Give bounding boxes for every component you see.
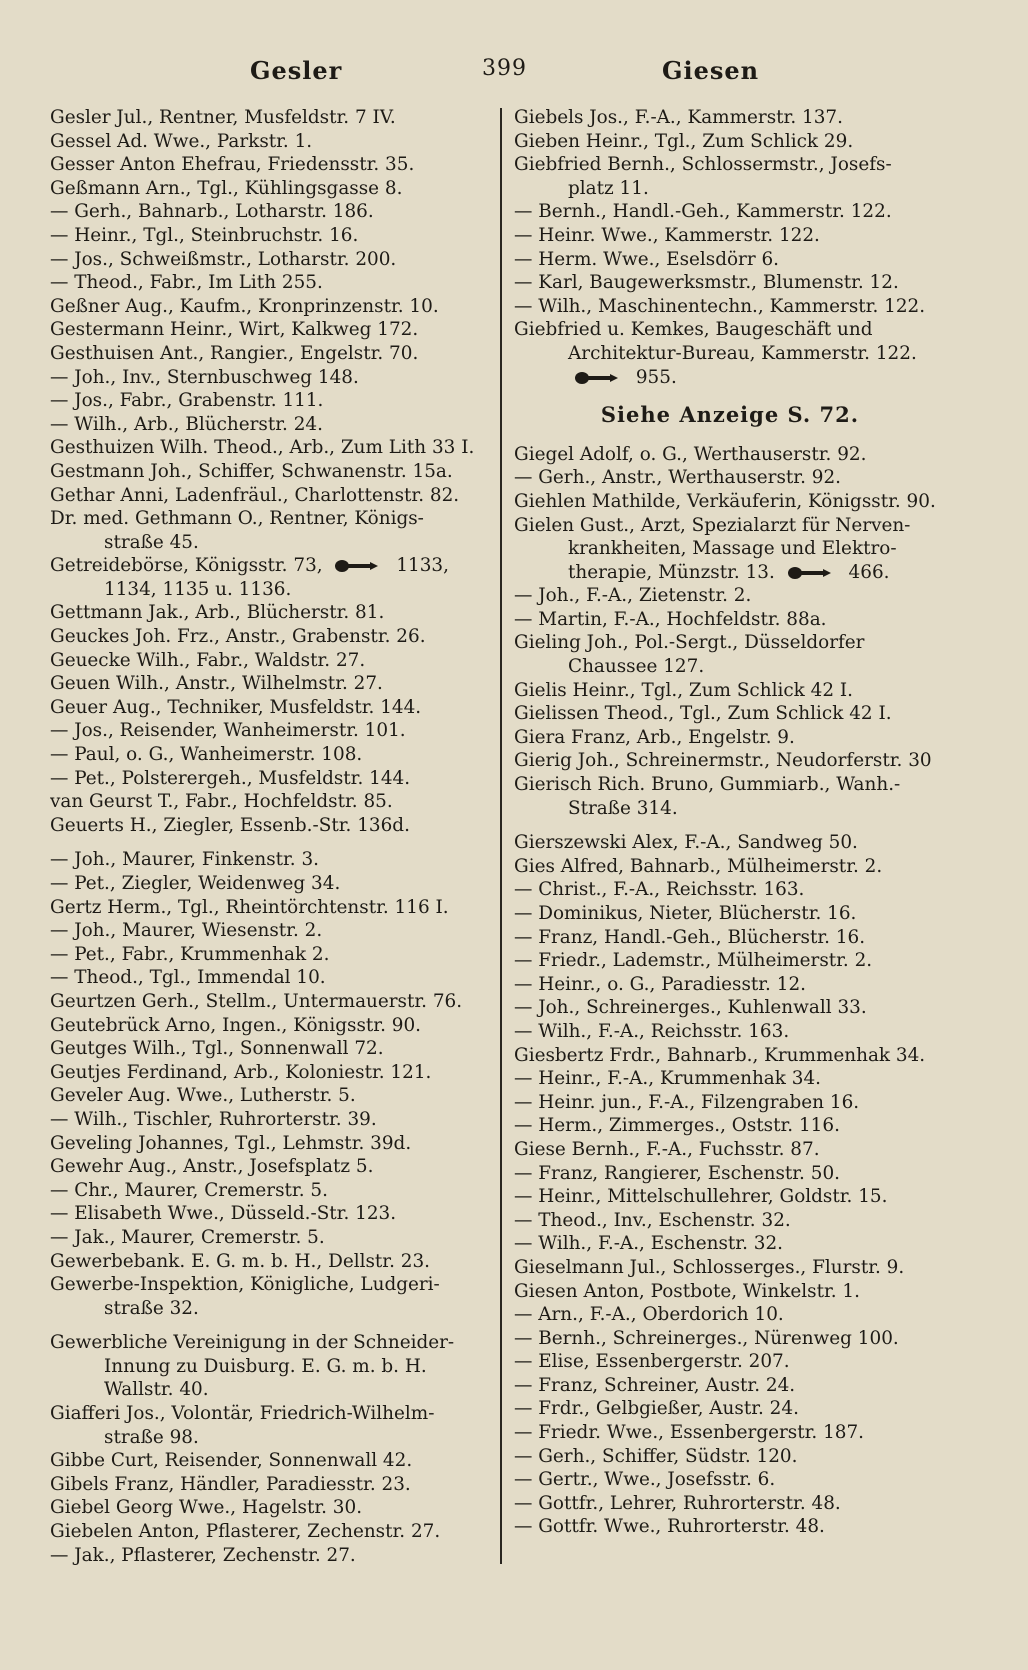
entry: — Theod., Tgl., Immendal 10. xyxy=(50,967,326,989)
entry: Gielissen Theod., Tgl., Zum Schlick 42 I. xyxy=(514,703,892,725)
left-column xyxy=(50,106,490,1567)
entry: Gestermann Heinr., Wirt, Kalkweg 172. xyxy=(50,319,419,341)
entry: Geuckes Joh. Frz., Anstr., Grabenstr. 26. xyxy=(50,626,426,648)
entry: Gewerbebank. E. G. m. b. H., Dellstr. 23. xyxy=(50,1250,431,1272)
entry: — Heinr. jun., F.-A., Filzengraben 16. xyxy=(514,1091,860,1113)
entry: Geutebrück Arno, Ingen., Königsstr. 90. xyxy=(50,1014,422,1036)
entry: Gieben Heinr., Tgl., Zum Schlick 29. xyxy=(514,130,854,152)
entry: — Wilh., Maschinentechn., Kammerstr. 122. xyxy=(514,295,926,317)
entry: — Franz, Handl.-Geh., Blücherstr. 16. xyxy=(514,926,866,948)
entry: — Joh., Maurer, Wiesenstr. 2. xyxy=(50,920,323,942)
entry: — Joh., F.-A., Zietenstr. 2. xyxy=(514,585,752,607)
entry: Geuecke Wilh., Fabr., Waldstr. 27. xyxy=(50,649,366,671)
entry: — Friedr., Lademstr., Mülheimerstr. 2. xyxy=(514,950,873,972)
entry: Giesen Anton, Postbote, Winkelstr. 1. xyxy=(514,1280,860,1302)
entry: — Heinr., o. G., Paradiesstr. 12. xyxy=(514,973,806,995)
entry: — Joh., Maurer, Finkenstr. 3. xyxy=(50,849,320,871)
column-divider xyxy=(500,108,502,1564)
entry: Geutjes Ferdinand, Arb., Koloniestr. 121. xyxy=(50,1061,432,1083)
entry: Giera Franz, Arb., Engelstr. 9. xyxy=(514,726,795,748)
entry-continuation: 1134, 1135 u. 1136. xyxy=(104,578,292,600)
entry: Giebfried Bernh., Schlossermstr., Josefs- xyxy=(514,154,892,176)
entry: — Gertr., Wwe., Josefsstr. 6. xyxy=(514,1469,776,1491)
entry: Gewehr Aug., Anstr., Josefsplatz 5. xyxy=(50,1156,374,1178)
entry: Geurtzen Gerh., Stellm., Untermauerstr. 76. xyxy=(50,990,463,1012)
entry: Geuer Aug., Techniker, Musfeldstr. 144. xyxy=(50,696,422,718)
entry: Gieselmann Jul., Schlosserges., Flurstr. 9. xyxy=(514,1256,905,1278)
entry: — Gerh., Schiffer, Südstr. 120. xyxy=(514,1445,798,1467)
entry: Giebelen Anton, Pflasterer, Zechenstr. 27. xyxy=(50,1521,441,1543)
entry: Giegel Adolf, o. G., Werthauserstr. 92. xyxy=(514,443,867,465)
entry: Giese Bernh., F.-A., Fuchsstr. 87. xyxy=(514,1138,820,1160)
telephone-icon xyxy=(568,367,630,388)
entry-continuation: Chaussee 127. xyxy=(568,656,705,678)
entry: Gethar Anni, Ladenfräul., Charlottenstr. 82. xyxy=(50,484,460,506)
entry: — Chr., Maurer, Cremerstr. 5. xyxy=(50,1179,328,1201)
entry: Gibbe Curt, Reisender, Sonnenwall 42. xyxy=(50,1450,413,1472)
entry: Gesler Jul., Rentner, Musfeldstr. 7 IV. xyxy=(50,107,396,128)
entry: — Jak., Pflasterer, Zechenstr. 27. xyxy=(50,1544,356,1566)
entry: — Franz, Schreiner, Austr. 24. xyxy=(514,1374,796,1396)
entry: — Bernh., Handl.-Geh., Kammerstr. 122. xyxy=(514,201,892,223)
entry: — Heinr., F.-A., Krummenhak 34. xyxy=(514,1068,821,1090)
entry-continuation: Straße 314. xyxy=(568,797,678,819)
entry-continuation: straße 32. xyxy=(104,1297,199,1319)
entry: — Franz, Rangierer, Eschenstr. 50. xyxy=(514,1162,841,1184)
entry: — Wilh., F.-A., Reichsstr. 163. xyxy=(514,1020,790,1042)
entry: Gibels Franz, Händler, Paradiesstr. 23. xyxy=(50,1473,411,1495)
entry: — Herm., Zimmerges., Oststr. 116. xyxy=(514,1115,840,1137)
entry: — Wilh., Tischler, Ruhrorterstr. 39. xyxy=(50,1108,377,1130)
page-number: 399 xyxy=(482,56,527,81)
entry: — Gottfr., Lehrer, Ruhrorterstr. 48. xyxy=(514,1492,841,1514)
entry-continuation: therapie, Münzstr. 13. 466. xyxy=(568,561,890,583)
entry: Geuerts H., Ziegler, Essenb.-Str. 136d. xyxy=(50,814,410,836)
entry: — Wilh., Arb., Blücherstr. 24. xyxy=(50,413,323,435)
entry: Geveling Johannes, Tgl., Lehmstr. 39d. xyxy=(50,1132,412,1154)
entry: Giesbertz Frdr., Bahnarb., Krummenhak 34. xyxy=(514,1044,926,1066)
entry-continuation: platz 11. xyxy=(568,177,649,199)
entry: — Theod., Fabr., Im Lith 255. xyxy=(50,272,323,294)
entry-continuation: Architektur-Bureau, Kammerstr. 122. xyxy=(568,342,917,364)
entry: — Pet., Fabr., Krummenhak 2. xyxy=(50,943,330,965)
entry: — Gerh., Anstr., Werthauserstr. 92. xyxy=(514,467,842,489)
entry: Gestmann Joh., Schiffer, Schwanenstr. 15a. xyxy=(50,460,453,482)
entry: Gieling Joh., Pol.-Sergt., Düsseldorfer xyxy=(514,632,865,654)
entry: — Wilh., F.-A., Eschenstr. 32. xyxy=(514,1233,784,1255)
entry: — Jos., Schweißmstr., Lotharstr. 200. xyxy=(50,248,397,270)
advertisement-reference: Siehe Anzeige S. 72. xyxy=(600,402,860,428)
entry: — Dominikus, Nieter, Blücherstr. 16. xyxy=(514,903,857,924)
entry: Gesser Anton Ehefrau, Friedensstr. 35. xyxy=(50,154,415,176)
entry: Gewerbliche Vereinigung in der Schneider- xyxy=(50,1332,455,1354)
entry: — Friedr. Wwe., Essenbergerstr. 187. xyxy=(514,1422,865,1444)
entry: Geuen Wilh., Anstr., Wilhelmstr. 27. xyxy=(50,673,383,695)
entry: Gertz Herm., Tgl., Rheintörchtenstr. 116 I. xyxy=(50,896,449,918)
entry: — Christ., F.-A., Reichsstr. 163. xyxy=(514,879,805,901)
entry: — Gottfr. Wwe., Ruhrorterstr. 48. xyxy=(514,1516,825,1538)
entry: Giehlen Mathilde, Verkäuferin, Königsstr. 90. xyxy=(514,490,936,512)
entry: — Jos., Fabr., Grabenstr. 111. xyxy=(50,390,324,412)
entry: — Elisabeth Wwe., Düsseld.-Str. 123. xyxy=(50,1203,397,1225)
entry: — Bernh., Schreinerges., Nürenweg 100. xyxy=(514,1327,899,1349)
entry-continuation: straße 98. xyxy=(104,1426,199,1448)
entry: Geveler Aug. Wwe., Lutherstr. 5. xyxy=(50,1085,356,1107)
entry: — Heinr. Wwe., Kammerstr. 122. xyxy=(514,224,820,246)
entry: — Gerh., Bahnarb., Lotharstr. 186. xyxy=(50,201,374,223)
entry: — Jak., Maurer, Cremerstr. 5. xyxy=(50,1226,325,1248)
entry-continuation: 955. xyxy=(514,366,946,390)
entry: Gierig Joh., Schreinermstr., Neudorferstr. 30 xyxy=(514,750,932,772)
entry: — Karl, Baugewerksmstr., Blumenstr. 12. xyxy=(514,272,899,294)
entry: — Paul, o. G., Wanheimerstr. 108. xyxy=(50,744,363,766)
telephone-icon xyxy=(328,555,390,576)
entry: — Pet., Ziegler, Weidenweg 34. xyxy=(50,873,341,894)
entry: Gies Alfred, Bahnarb., Mülheimerstr. 2. xyxy=(514,855,883,877)
entry: Gielen Gust., Arzt, Spezialarzt für Nerven- xyxy=(514,514,911,536)
entry: Geßner Aug., Kaufm., Kronprinzenstr. 10. xyxy=(50,295,439,317)
entry: Gierisch Rich. Bruno, Gummiarb., Wanh.- xyxy=(514,774,901,796)
entry-continuation: straße 45. xyxy=(104,531,199,553)
entry: Giafferi Jos., Volontär, Friedrich-Wilhelm- xyxy=(50,1403,435,1425)
entry: Gesthuizen Wilh. Theod., Arb., Zum Lith 33 I. xyxy=(50,437,475,459)
entry: — Joh., Inv., Sternbuschweg 148. xyxy=(50,366,359,388)
entry: — Theod., Inv., Eschenstr. 32. xyxy=(514,1209,791,1231)
telephone-icon xyxy=(781,562,843,583)
entry: — Elise, Essenbergerstr. 207. xyxy=(514,1351,790,1373)
entry: Geutges Wilh., Tgl., Sonnenwall 72. xyxy=(50,1038,384,1060)
entry: — Pet., Polsterergeh., Musfeldstr. 144. xyxy=(50,767,411,789)
entry: — Herm. Wwe., Eselsdörr 6. xyxy=(514,248,780,270)
entry: — Martin, F.-A., Hochfeldstr. 88a. xyxy=(514,608,827,630)
entry: Getreidebörse, Königsstr. 73, 1133, xyxy=(50,555,449,577)
entry: — Joh., Schreinerges., Kuhlenwall 33. xyxy=(514,997,867,1019)
entry: — Arn., F.-A., Oberdorich 10. xyxy=(514,1304,784,1326)
entry: Gesthuisen Ant., Rangier., Engelstr. 70. xyxy=(50,342,419,364)
entry: Giebels Jos., F.-A., Kammerstr. 137. xyxy=(514,107,843,128)
running-head-left: Gesler xyxy=(250,56,343,85)
entry: Gierszewski Alex, F.-A., Sandweg 50. xyxy=(514,832,858,854)
entry: — Frdr., Gelbgießer, Austr. 24. xyxy=(514,1398,799,1420)
entry-continuation: krankheiten, Massage und Elektro- xyxy=(568,538,897,560)
entry: Giebfried u. Kemkes, Baugeschäft und xyxy=(514,319,873,341)
entry-continuation: Innung zu Duisburg. E. G. m. b. H. xyxy=(104,1355,427,1377)
entry: Gewerbe-Inspektion, Königliche, Ludgeri- xyxy=(50,1274,440,1296)
entry-continuation: Wallstr. 40. xyxy=(104,1379,209,1401)
entry: Dr. med. Gethmann O., Rentner, Königs- xyxy=(50,508,424,530)
entry: — Heinr., Tgl., Steinbruchstr. 16. xyxy=(50,224,359,246)
entry: — Heinr., Mittelschullehrer, Goldstr. 15. xyxy=(514,1186,888,1208)
entry: Gettmann Jak., Arb., Blücherstr. 81. xyxy=(50,602,385,624)
entry: van Geurst T., Fabr., Hochfeldstr. 85. xyxy=(50,791,393,813)
entry: Gessel Ad. Wwe., Parkstr. 1. xyxy=(50,130,313,152)
running-head-right: Giesen xyxy=(662,56,760,85)
entry: Giebel Georg Wwe., Hagelstr. 30. xyxy=(50,1497,363,1519)
right-column xyxy=(514,106,946,1539)
entry: Gielis Heinr., Tgl., Zum Schlick 42 I. xyxy=(514,679,853,701)
entry: — Jos., Reisender, Wanheimerstr. 101. xyxy=(50,720,406,742)
entry: Geßmann Arn., Tgl., Kühlingsgasse 8. xyxy=(50,177,403,199)
